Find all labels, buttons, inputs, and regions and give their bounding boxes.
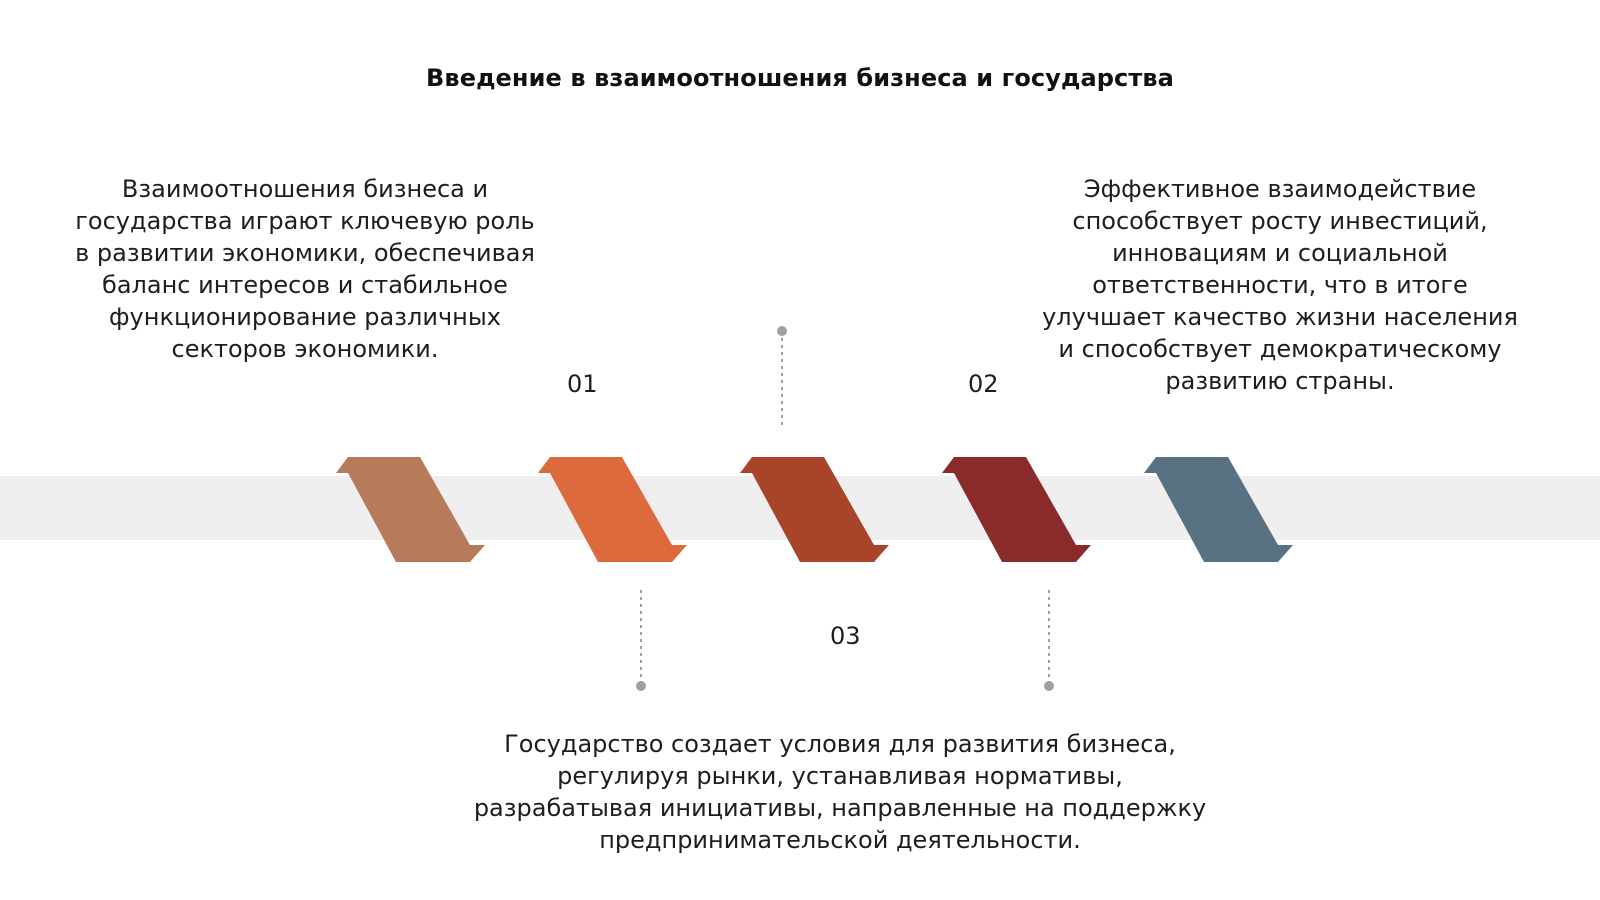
step-1-number: 01 [567,370,598,398]
step-1-text: Взаимоотношения бизнеса и государства играют ключевую роль в развитии экономики, обеспечивая баланс интересов и стабильное функционирование различных секторов экономики. [75,175,535,363]
page-title: Введение в взаимоотношения бизнеса и государства [426,64,1174,92]
connector-dot-top [777,326,787,336]
step-2-number: 02 [968,370,999,398]
connector-dot-bottom-right [1044,681,1054,691]
connector-dot-bottom-left [636,681,646,691]
step-2-text: Эффективное взаимодействие способствует росту инвестиций, инновациям и социальной ответственности, что в итоге улучшает качество жизни населения и способствует демократическому развитию страны. [1042,175,1518,395]
step-3-number: 03 [830,622,861,650]
step-3-text: Государство создает условия для развития бизнеса, регулируя рынки, устанавливая нормативы, разрабатывая инициативы, направленные на поддержку предпринимательской деятельности. [473,730,1207,854]
